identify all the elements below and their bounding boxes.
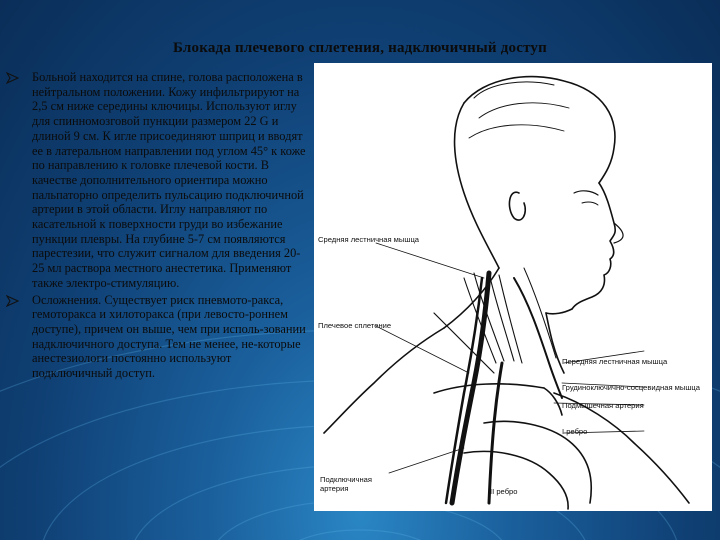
label-subclavian-artery: Подключичная артерия <box>320 475 372 493</box>
label-rib-2: II ребро <box>490 487 518 496</box>
arrow-bullet-icon <box>6 72 20 84</box>
label-axillary-artery: Подмышечная артерия <box>562 401 644 410</box>
anatomy-illustration <box>314 63 712 511</box>
neck-anatomy-drawing <box>314 63 712 511</box>
list-item <box>6 70 306 291</box>
label-rib-1: I ребро <box>562 427 588 436</box>
label-middle-scalene: Средняя лестничная мышца <box>318 235 420 244</box>
slide-title: Блокада плечевого сплетения, надключичный доступ <box>173 40 547 56</box>
label-anterior-scalene: Передняя лестничная мышца <box>562 357 668 366</box>
bullet-text: Больной находится на спине, голова расположена в нейтральном положении. Кожу инфильтрируют на 2,5 см ниже середины ключицы. Используют иглу для спинномозговой пункции размером 22 G и длиной 9 см. К игле присоединяют шприц и вводят ее в латеральном направлении под углом 45° к коже по направлению к головке плечевой кости. В качестве дополнительного ориентира можно пальпаторно определить пульсацию подключичной артерии в этой области. Иглу направляют по касательной к поверхности груди во избежание пункции плевры. На глубине 5-7 см появляются парестезии, что служит сигналом для введения 20-25 мл раствора местного анестетика. Применяют также электро-стимуляцию. <box>32 70 306 290</box>
bullet-text: Осложнения. Существует риск пневмото-ракса, гемоторакса и хилоторакса (при левосто-роннем доступе), причем он выше, чем при исполь-зовании надключичного доступа. Тем не менее, не-которые анестезиологи постоянно используют подключичный доступ. <box>32 292 306 381</box>
list-item <box>6 293 306 381</box>
label-brachial-plexus: Плечевое сплетение <box>318 321 392 330</box>
bullet-list <box>6 70 306 381</box>
label-sternocleidomastoid: Грудиноключично-сосцевидная мышца <box>562 383 701 392</box>
arrow-bullet-icon <box>6 295 20 307</box>
